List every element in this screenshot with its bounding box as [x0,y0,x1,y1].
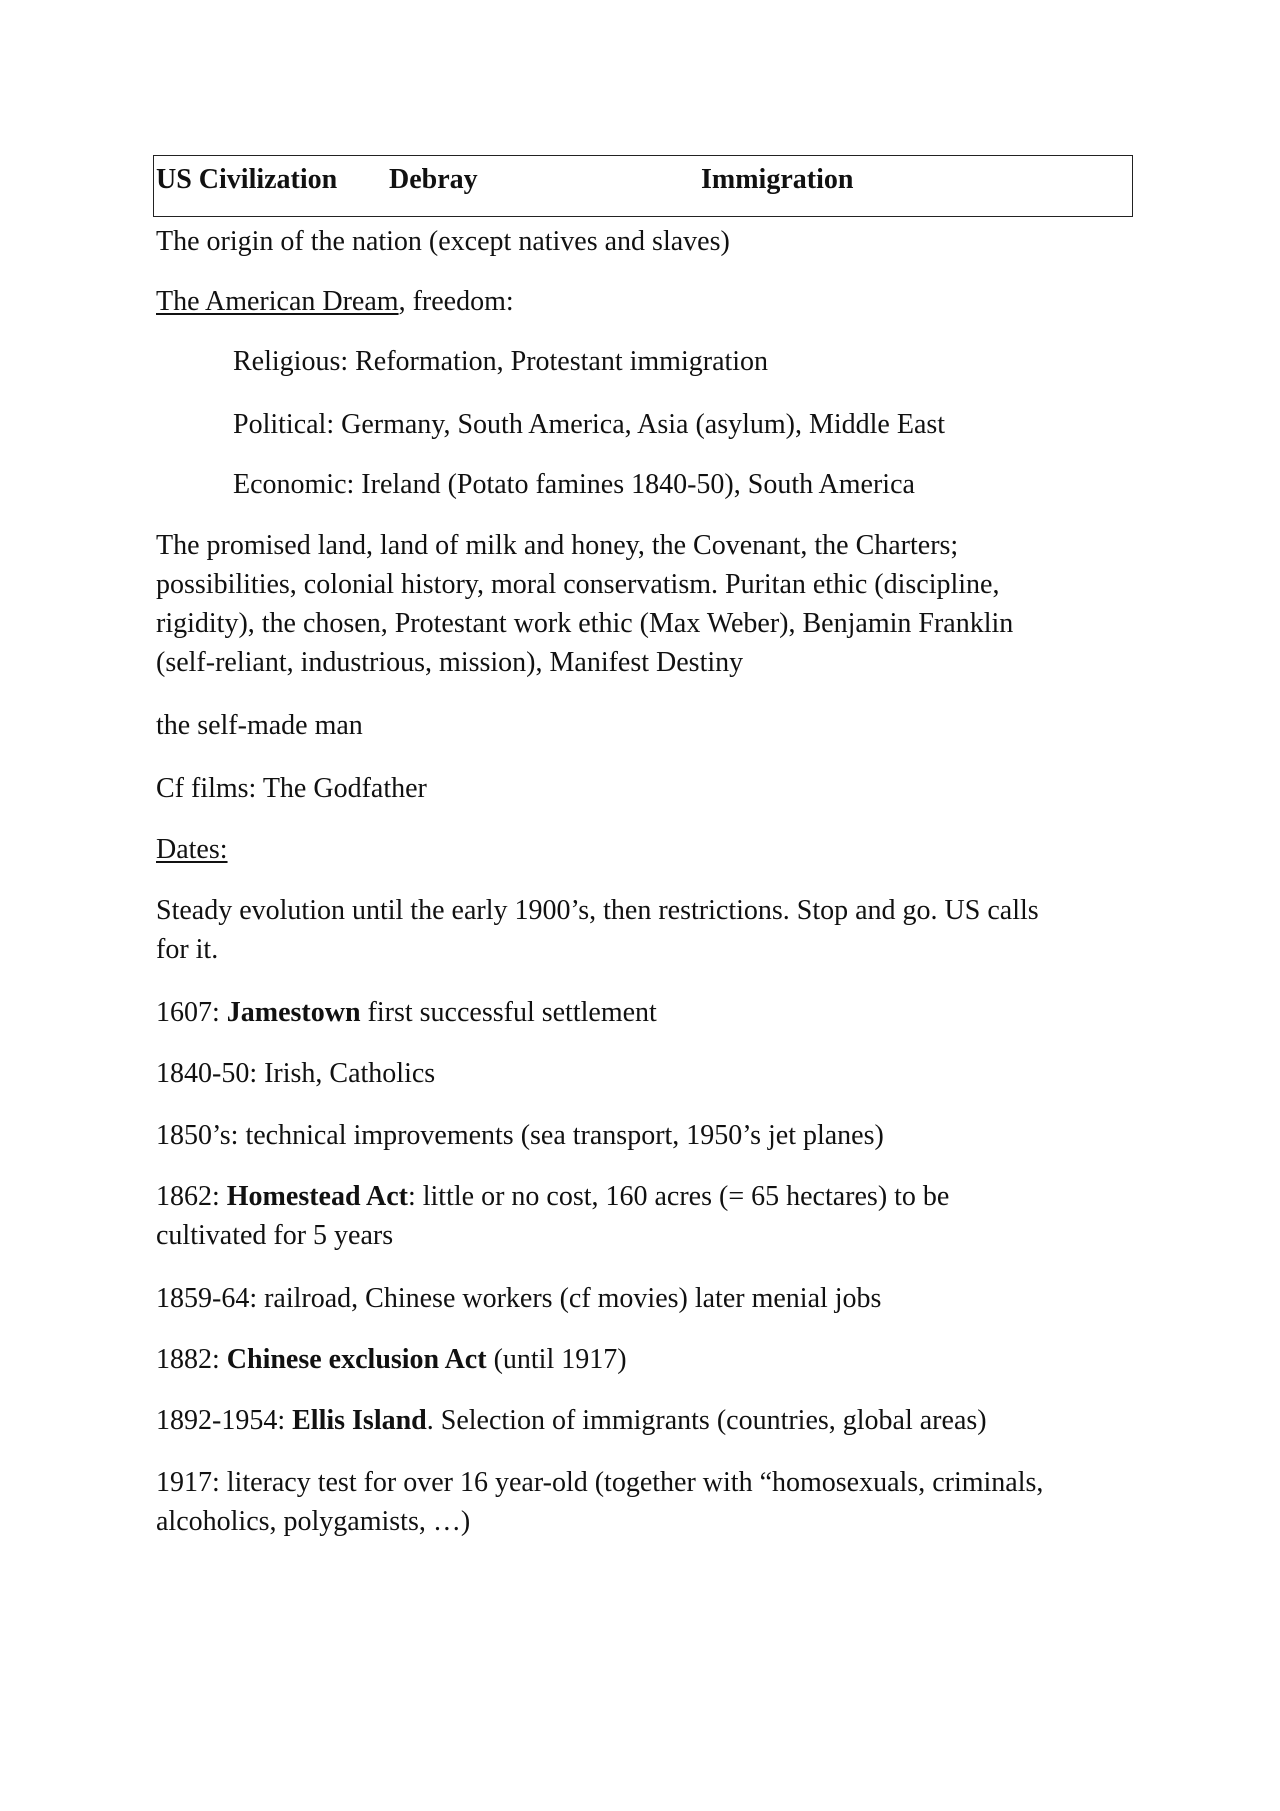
american-dream-line [156,282,514,322]
teacher-name: Debray [389,164,478,195]
timeline-text: first successful settlement [360,997,657,1028]
timeline-technical: 1850’s: technical improvements (sea transport, 1950’s jet planes) [156,1120,884,1151]
freedom-economic: Economic: Ireland (Potato famines 1840-50), South America [233,469,915,500]
freedom-religious: Religious: Reformation, Protestant immigration [233,346,769,377]
paragraph-line: (self-reliant, industrious, mission), Manifest Destiny [156,647,744,678]
timeline-irish: 1840-50: Irish, Catholics [156,1058,436,1089]
self-made-line: the self-made man [156,710,363,741]
films-line: Cf films: The Godfather [156,773,427,804]
paragraph-line [156,1177,1136,1216]
paragraph-line: Steady evolution until the early 1900’s, then restrictions. Stop and go. US calls [156,895,1039,926]
timeline-date: 1607: [156,997,227,1028]
timeline-keyword: Ellis Island [292,1405,427,1436]
paragraph-line: 1917: literacy test for over 16 year-old (together with “homosexuals, criminals, [156,1467,1044,1498]
timeline-date: 1882: [156,1344,227,1375]
timeline-keyword: Chinese exclusion Act [226,1344,487,1375]
header-box [153,155,1133,217]
paragraph-line: possibilities, colonial history, moral conservatism. Puritan ethic (discipline, [156,569,1000,600]
timeline-ellis [156,1401,987,1441]
dates-heading-text: Dates: [156,834,228,865]
promised-land-paragraph [156,526,1136,682]
american-dream-rest: , freedom: [398,286,514,317]
timeline-jamestown [156,993,657,1033]
american-dream-label: The American Dream [156,286,399,317]
timeline-text: : little or no cost, 160 acres (= 65 hectares) to be [407,1181,950,1212]
timeline-keyword: Homestead Act [226,1181,408,1212]
timeline-text: (until 1917) [486,1344,627,1375]
dates-heading [156,830,228,870]
timeline-homestead [156,1177,1136,1255]
evolution-paragraph [156,891,1136,969]
course-title: US Civilization [156,164,338,195]
topic-title: Immigration [701,164,854,195]
paragraph-line: cultivated for 5 years [156,1220,394,1251]
timeline-keyword: Jamestown [226,997,361,1028]
paragraph-line: alcoholics, polygamists, …) [156,1506,471,1537]
paragraph-line: rigidity), the chosen, Protestant work ethic (Max Weber), Benjamin Franklin [156,608,1014,639]
paragraph-line: The promised land, land of milk and honey, the Covenant, the Charters; [156,530,959,561]
origin-line: The origin of the nation (except natives and slaves) [156,226,730,257]
timeline-railroad: 1859-64: railroad, Chinese workers (cf movies) later menial jobs [156,1283,882,1314]
timeline-date: 1862: [156,1181,227,1212]
paragraph-line: for it. [156,934,219,965]
timeline-text: . Selection of immigrants (countries, global areas) [426,1405,987,1436]
timeline-exclusion [156,1340,627,1380]
timeline-date: 1892-1954: [156,1405,293,1436]
timeline-literacy [156,1463,1136,1541]
freedom-political: Political: Germany, South America, Asia (asylum), Middle East [233,409,946,440]
